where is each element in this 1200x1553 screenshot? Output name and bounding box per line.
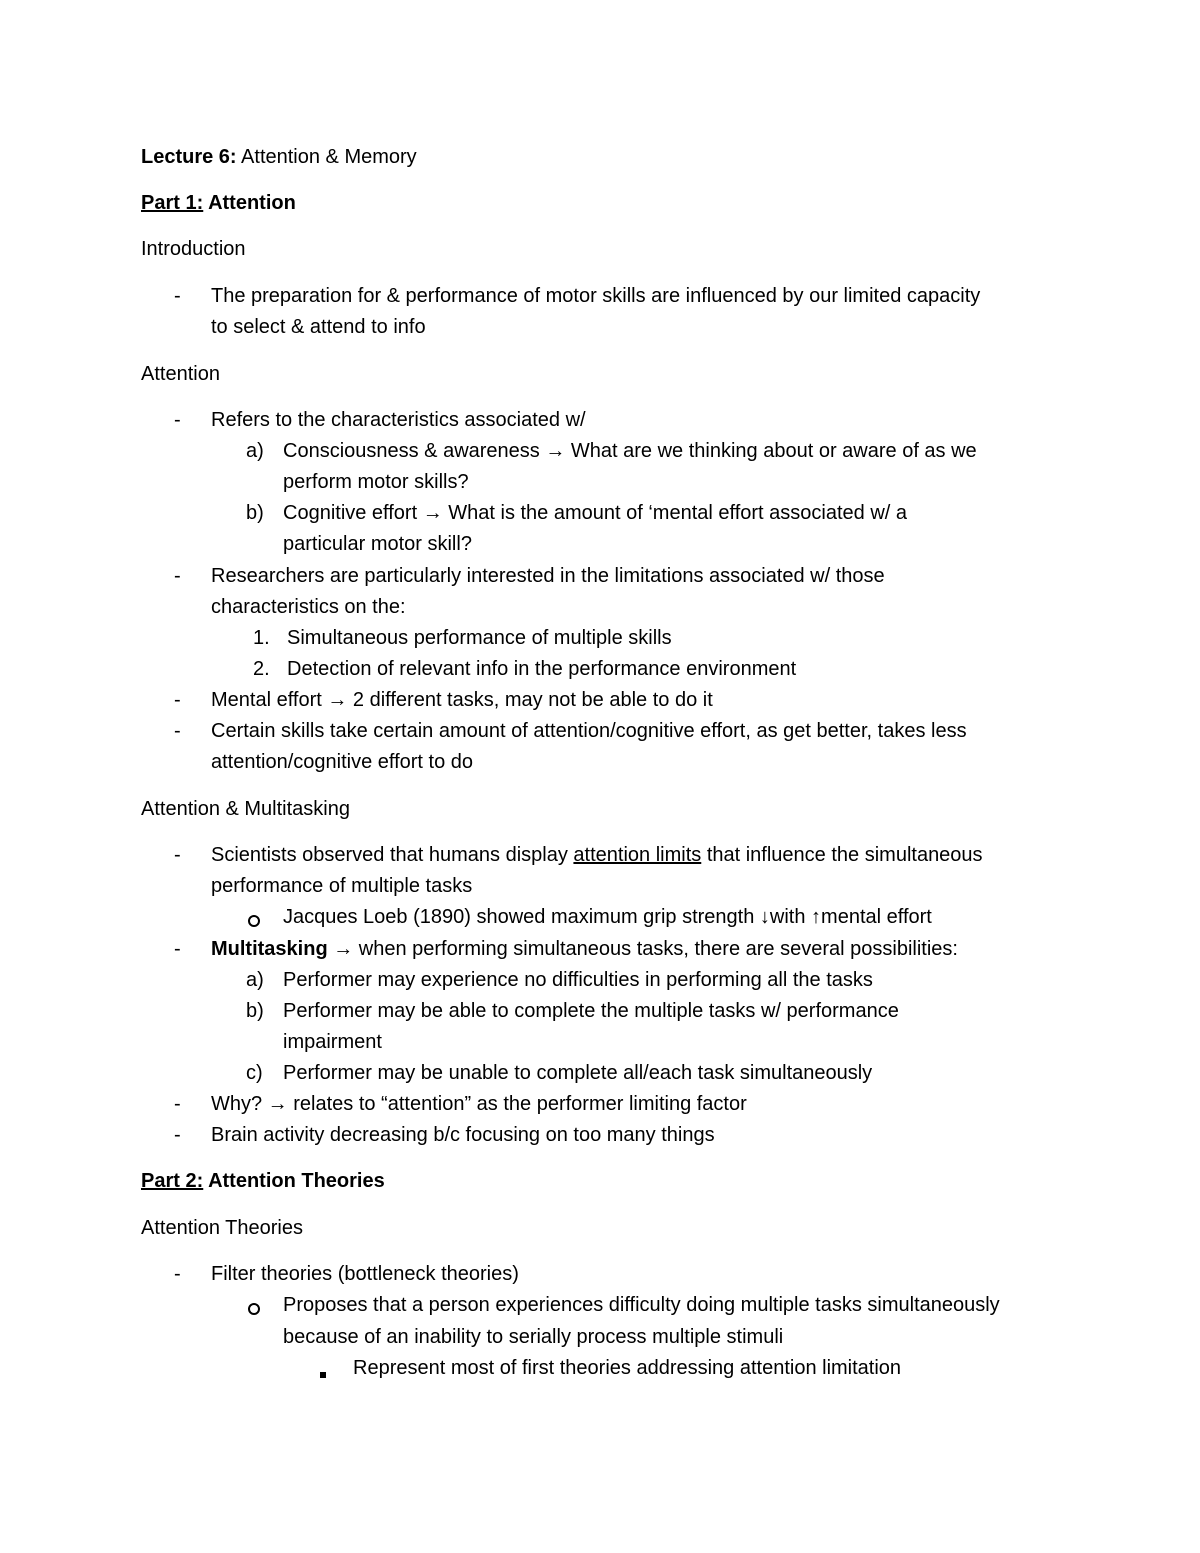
dash-marker: - — [174, 689, 181, 711]
attention-heading: Attention — [141, 363, 220, 385]
title-label: Lecture 6: — [141, 146, 237, 168]
dash-marker: - — [174, 1263, 181, 1285]
attention-limits-term: attention limits — [573, 844, 702, 866]
theories-sub-line1: Proposes that a person experiences difficulty doing multiple tasks simultaneously — [283, 1294, 1000, 1316]
multitask-bullet-2 — [211, 937, 958, 961]
letter-marker-a: a) — [246, 969, 264, 991]
attention-sub-b-line1: Cognitive effort → What is the amount of ‘mental effort associated w/ a — [283, 502, 908, 524]
multitask-bullet-1-line1 — [211, 843, 983, 867]
multitask-sub-b-line1: Performer may be able to complete the multiple tasks w/ performance — [283, 1000, 899, 1022]
theories-sub-line2: because of an inability to serially process multiple stimuli — [283, 1326, 784, 1348]
dash-marker: - — [174, 1093, 181, 1115]
letter-marker-c: c) — [246, 1062, 263, 1084]
multitask-sub-b-line2: impairment — [283, 1031, 382, 1053]
attention-bullet-4-line2: attention/cognitive effort to do — [211, 751, 474, 773]
attention-sub-b-line2: particular motor skill? — [283, 533, 472, 555]
attention-numbered-2: Detection of relevant info in the performance environment — [287, 658, 797, 680]
part1-label: Part 1: — [141, 192, 204, 214]
circle-bullet-icon — [248, 909, 260, 933]
dash-marker: - — [174, 1124, 181, 1146]
intro-bullet-line2: to select & attend to info — [211, 316, 426, 338]
attention-bullet-3: Mental effort → 2 different tasks, may not be able to do it — [211, 689, 713, 711]
multitask-bullet-1-line2: performance of multiple tasks — [211, 875, 473, 897]
theories-heading: Attention Theories — [141, 1217, 303, 1239]
square-bullet-icon — [320, 1360, 326, 1384]
dash-marker: - — [174, 409, 181, 431]
multitask-b1-post: that influence the simultaneous — [701, 844, 983, 866]
multitask-b1-pre: Scientists observed that humans display — [211, 844, 574, 866]
title-text: Attention & Memory — [236, 146, 417, 168]
attention-bullet-1: Refers to the characteristics associated w/ — [211, 409, 586, 431]
multitask-b2-text: → when performing simultaneous tasks, there are several possibilities: — [327, 938, 958, 960]
number-marker-2: 2. — [253, 658, 270, 680]
multitask-sub-c: Performer may be unable to complete all/each task simultaneously — [283, 1062, 873, 1084]
dash-marker: - — [174, 285, 181, 307]
dash-marker: - — [174, 565, 181, 587]
intro-heading: Introduction — [141, 238, 246, 260]
letter-marker-a: a) — [246, 440, 264, 462]
multitask-heading: Attention & Multitasking — [141, 798, 350, 820]
multitasking-term: Multitasking — [211, 938, 328, 960]
intro-bullet-line1: The preparation for & performance of motor skills are influenced by our limited capacity — [211, 285, 981, 307]
multitask-sub-a: Performer may experience no difficulties in performing all the tasks — [283, 969, 873, 991]
letter-marker-b: b) — [246, 502, 264, 524]
doc-title — [141, 145, 417, 169]
part2-heading — [141, 1169, 385, 1193]
multitask-bullet-3: Why? → relates to “attention” as the performer limiting factor — [211, 1093, 747, 1115]
attention-bullet-4-line1: Certain skills take certain amount of attention/cognitive effort, as get better, takes less — [211, 720, 967, 742]
dash-marker: - — [174, 844, 181, 866]
part1-heading — [141, 191, 296, 215]
dash-marker: - — [174, 938, 181, 960]
letter-marker-b: b) — [246, 1000, 264, 1022]
theories-subsub-1: Represent most of first theories addressing attention limitation — [353, 1357, 902, 1379]
part2-text: Attention Theories — [203, 1170, 385, 1192]
multitask-bullet-4: Brain activity decreasing b/c focusing on too many things — [211, 1124, 715, 1146]
dash-marker: - — [174, 720, 181, 742]
circle-bullet-icon — [248, 1297, 260, 1321]
part1-text: Attention — [203, 192, 296, 214]
attention-numbered-1: Simultaneous performance of multiple skills — [287, 627, 672, 649]
multitask-sub-loeb: Jacques Loeb (1890) showed maximum grip strength ↓with ↑mental effort — [283, 906, 932, 928]
attention-bullet-2-line2: characteristics on the: — [211, 596, 406, 618]
attention-bullet-2-line1: Researchers are particularly interested in the limitations associated w/ those — [211, 565, 885, 587]
attention-sub-a-line2: perform motor skills? — [283, 471, 469, 493]
number-marker-1: 1. — [253, 627, 270, 649]
theories-bullet-1: Filter theories (bottleneck theories) — [211, 1263, 519, 1285]
part2-label: Part 2: — [141, 1170, 204, 1192]
attention-sub-a-line1: Consciousness & awareness → What are we thinking about or aware of as we — [283, 440, 977, 462]
